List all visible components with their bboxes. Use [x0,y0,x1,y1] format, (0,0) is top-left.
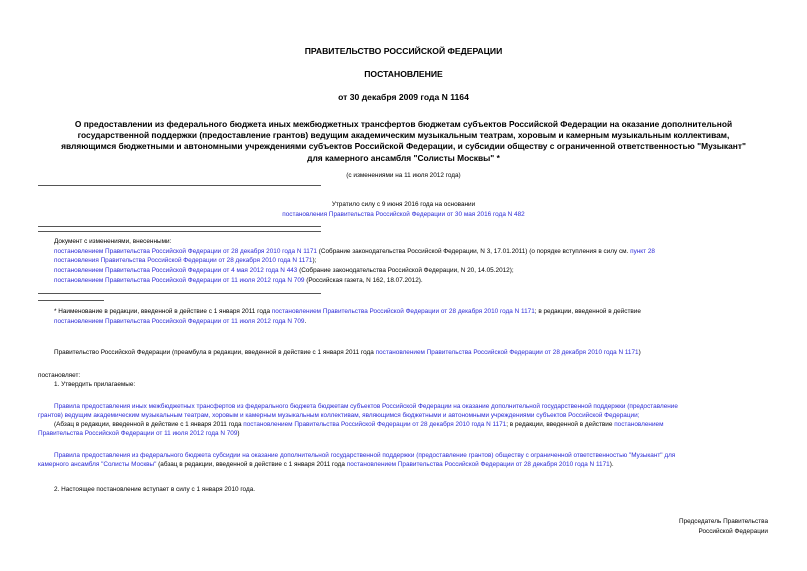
changes-heading: Документ с изменениями, внесенными: [54,238,172,245]
rules-1-note-link-1171[interactable]: постановлением Правительства Российской Федерации от 28 декабря 2010 года N 1171 [243,421,507,428]
preamble-link[interactable]: постановлением Правительства Российской Федерации от 28 декабря 2010 года N 1171 [375,349,639,356]
change-item-2: постановлением Правительства Российской Федерации от 4 мая 2012 года N 443 (Собрание законодательства Российской Федерации, N 20, 14.05.2012); [54,267,514,274]
point-28-link[interactable]: пункт 28 [630,248,655,255]
title-line: О предоставлении из федерального бюджета иных межбюджетных трансфертов бюджетам субъектов Российской Федерации на оказание дополнительной [74,119,733,129]
title-line: государственной поддержки (предоставление грантов) ведущим академическим музыкальным театрам, хоровым и камерным музыкальным коллективам, [77,130,730,141]
expired-text: Утратило силу с 9 июня 2016 года на основании [331,201,476,208]
change-item-3: постановлением Правительства Российской Федерации от 11 июля 2012 года N 709 (Российская газета, N 162, 18.07.2012). [54,277,423,284]
rules-2-line-1 [54,452,767,461]
footnote-link-709[interactable]: постановлением Правительства Российской Федерации от 11 июля 2012 года N 709 [54,318,305,325]
footnote-line [38,300,104,301]
footnote: * Наименование в редакции, введенной в действие с 1 января 2011 года постановлением Правительства Российской Федерации от 28 декабря 2010 года N 1171; в редакции, введенной в действие [54,308,641,315]
change-item-1: постановлением Правительства Российской Федерации от 28 декабря 2010 года N 1171 (Собрание законодательства Российской Федерации, N 3, 17.01.2011) (о порядке вступления в силу см. пункт 28 постановления Правительства Российской Федерации от 28 декабря 2010 года N 1171); [54,248,655,264]
doc-type-heading: ПОСТАНОВЛЕНИЕ [364,69,443,79]
rules-1-link[interactable]: Правила предоставления иных межбюджетных трансфертов из федерального бюджета бюджетам субъектов Российской Федерации на оказание дополнительной государственной поддержки (предоставление [54,403,678,410]
separator-line [38,226,321,227]
footnote-link-1171[interactable]: постановлением Правительства Российской Федерации от 28 декабря 2010 года N 1171 [271,308,535,315]
expired-link-wrap [0,211,807,220]
title-line: являющимся бюджетными и автономными учреждениями субъектов Российской Федерации, и субсидии обществу с ограниченной ответственностью "Музыкант" [61,141,746,152]
amendment-note: (с изменениями на 11 июля 2012 года) [346,172,461,179]
signature-org: Российской Федерации [698,528,768,535]
footnote-cont: постановлением Правительства Российской Федерации от 11 июля 2012 года N 709. [54,318,307,325]
title-line: для камерного ансамбля "Солисты Москвы" * [307,152,500,163]
item-1: 1. Утвердить прилагаемые: [54,381,136,388]
government-heading: ПРАВИТЕЛЬСТВО РОССИЙСКОЙ ФЕДЕРАЦИИ [304,46,503,56]
change-link-443[interactable]: постановлением Правительства Российской Федерации от 4 мая 2012 года N 443 [54,267,298,274]
change-link-1171[interactable]: постановлением Правительства Российской Федерации от 28 декабря 2010 года N 1171 [54,248,317,255]
change-link-709[interactable]: постановлением Правительства Российской Федерации от 11 июля 2012 года N 709 [54,277,305,284]
rules-2-link[interactable]: Правила предоставления из федерального бюджета субсидии на оказание дополнительной государственной поддержки (предоставление грантов) обществу с ограниченной ответственностью "Музыкант" для [54,452,676,459]
rules-2-link-1171[interactable]: постановлением Правительства Российской Федерации от 28 декабря 2010 года N 1171 [346,461,610,468]
rules-2-line-2: камерного ансамбля "Солисты Москвы" (абзац в редакции, введенной в действие с 1 января 2011 года постановлением Правительства Российской Федерации от 28 декабря 2010 года N 1171). [38,461,614,468]
rules-1-link-cont[interactable]: грантов) ведущим академическим музыкальным театрам, хоровым и камерным музыкальным коллективам, являющимся бюджетными и автономными учреждениями субъектов Российской Федерации; [38,412,640,419]
rules-1-note-link-709-cont[interactable]: Правительства Российской Федерации от 11 июля 2012 года N 709 [38,430,238,437]
doc-date-heading: от 30 декабря 2009 года N 1164 [338,92,469,102]
separator-line [38,293,321,294]
rules-2-link-cont[interactable]: камерного ансамбля "Солисты Москвы" [38,461,157,468]
rules-1-line-1 [54,403,767,412]
expired-link[interactable]: постановления Правительства Российской Федерации от 30 мая 2016 года N 482 [282,211,525,218]
document-title [40,119,767,164]
rules-1-note-cont: Правительства Российской Федерации от 11 июля 2012 года N 709) [38,430,240,437]
decides-text: постановляет: [38,372,81,379]
change-link-1171-b[interactable]: постановления Правительства Российской Федерации от 28 декабря 2010 года N 1171 [54,256,313,264]
separator-line [38,231,321,232]
rules-1-note: (Абзац в редакции, введенной в действие с 1 января 2011 года постановлением Правительства Российской Федерации от 28 декабря 2010 года N 1171; в редакции, введенной в действие постановлением [54,421,664,428]
rules-1-note-link-709[interactable]: постановлением [614,421,664,428]
preamble: Правительство Российской Федерации (преамбула в редакции, введенной в действие с 1 января 2011 года постановлением Правительства Российской Федерации от 28 декабря 2010 года N 1171) [54,349,641,356]
rules-1-line-2 [38,412,767,421]
item-2: 2. Настоящее постановление вступает в силу с 1 января 2010 года. [54,486,256,493]
separator-line [38,185,321,186]
signature-title: Председатель Правительства [679,518,768,525]
